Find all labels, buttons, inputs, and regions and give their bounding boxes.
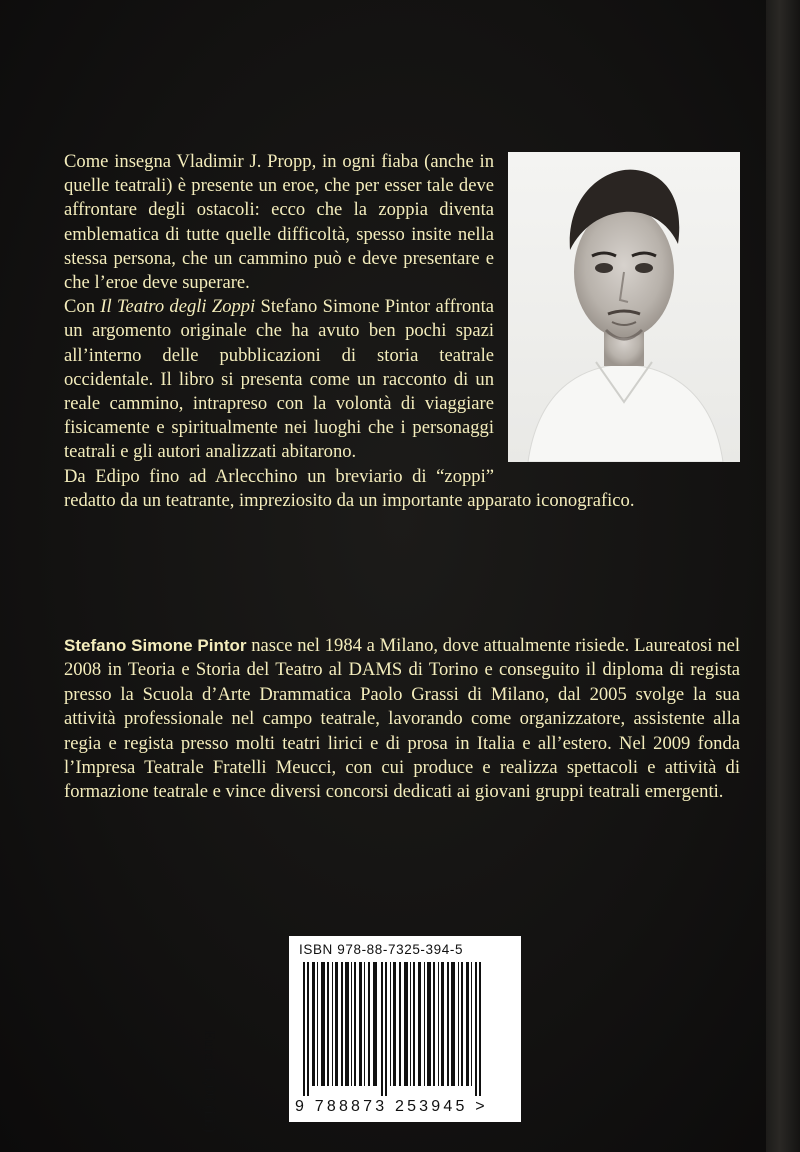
blurb-paragraph-1: Come insegna Vladimir J. Propp, in ogni fiaba (anche in quelle teatrali) è presente un eroe, che per esser tale deve affrontare degli ostacoli: ecco che la zoppia diventa emblematica di tutte quelle difficoltà, spesso insite nella stessa persona, che un cammino può e deve presentare e che l’eroe deve superare. bbox=[64, 151, 494, 294]
isbn-label: ISBN 978-88-7325-394-5 bbox=[299, 942, 464, 957]
price-label: Euro 15,00 (i.i.) bbox=[201, 1030, 218, 1133]
blurb-paragraph-3: Da Edipo fino ad Arlecchino un breviario di “zoppi” redatto da un teatrante, impreziosito da un importante apparato iconografico. bbox=[64, 465, 635, 511]
barcode-digits: 9 788873 253945 > bbox=[295, 1098, 488, 1115]
spine-edge bbox=[766, 0, 800, 1152]
blurb-p2-lead: Con bbox=[64, 296, 101, 318]
author-bio bbox=[64, 634, 740, 805]
bio-text: nasce nel 1984 a Milano, dove attualmente risiede. Laureatosi nel 2008 in Teoria e Storia del Teatro al DAMS di Torino e conseguito il diploma di regista presso la Scuola d’Arte Drammatica Paolo Grassi di Milano, dal 2005 svolge la sua attività professionale nel campo teatrale, lavorando come organizzatore, assistente alla regia e regista presso molti teatri lirici e di prosa in Italia e all’estero. Nel 2009 fonda l’Impresa Teatrale Fratelli Meucci, con cui produce e realizza spettacoli e attività di formazione teatrale e vince diversi concorsi dedicati ai giovani gruppi teatrali emergenti. bbox=[64, 635, 740, 803]
bio-paragraph bbox=[64, 634, 740, 805]
book-title: Il Teatro degli Zoppi bbox=[100, 296, 256, 318]
author-photo bbox=[508, 152, 740, 462]
author-portrait-illustration bbox=[508, 152, 740, 462]
blurb-p2-rest: Stefano Simone Pintor affronta un argomento originale che ha avuto ben pochi spazi all’interno delle pubblicazioni di storia teatrale occidentale. Il libro si presenta come un racconto di un reale cammino, intrapreso con la volontà di viaggiare fisicamente e spiritualmente nei luoghi che i personaggi teatrali e gli autori analizzati abitarono. bbox=[64, 296, 494, 463]
barcode-label bbox=[289, 936, 521, 1122]
barcode-icon bbox=[303, 962, 483, 1096]
book-blurb bbox=[64, 150, 740, 513]
author-name: Stefano Simone Pintor bbox=[64, 636, 247, 655]
